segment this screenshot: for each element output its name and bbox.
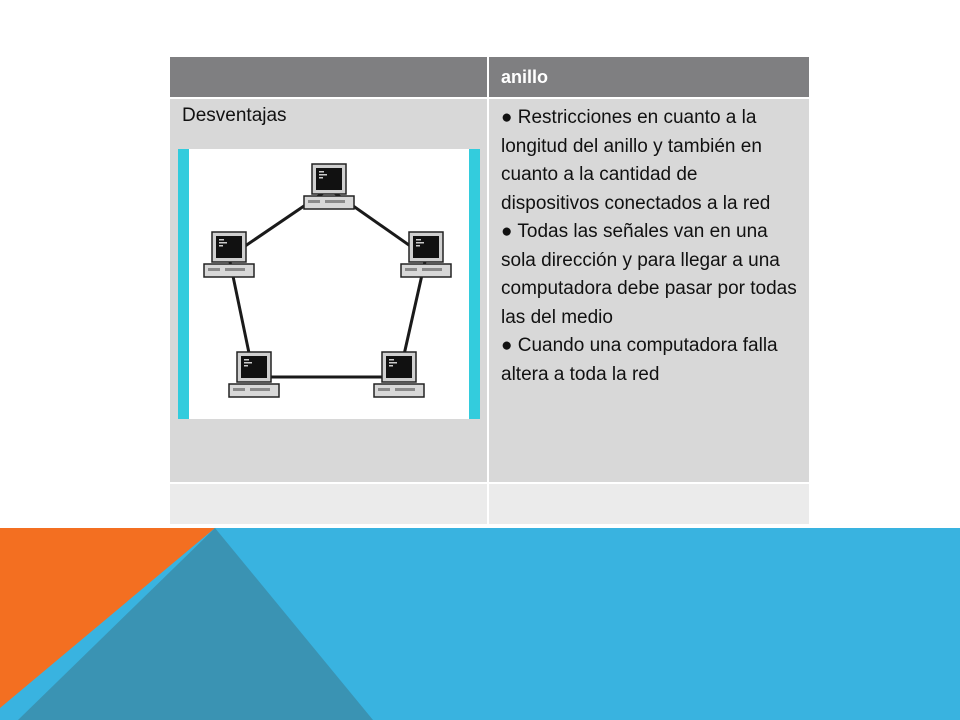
bullet-list-cell (489, 99, 809, 484)
computer-icon (374, 352, 424, 397)
computer-icon (204, 232, 254, 277)
computer-icon (304, 164, 354, 209)
bullet-item: ● Restricciones en cuanto a la longitud del anillo y también en cuanto a la cantidad de dispositivos conectados a la red (501, 107, 771, 214)
row-label: Desventajas (182, 105, 287, 126)
ring-network-diagram (178, 149, 480, 419)
bullet-item: ● Cuando una computadora falla altera a toda la red (501, 335, 778, 385)
ring-network-svg (189, 149, 469, 419)
table-empty-row (170, 484, 809, 524)
computer-icon (229, 352, 279, 397)
bullet-item: ● Todas las señales van en una sola dirección y para llegar a una computadora debe pasar por todas las del medio (501, 221, 797, 328)
table-header-row (170, 57, 809, 99)
empty-cell (170, 484, 489, 524)
bottom-decoration (0, 528, 960, 720)
header-cell-anillo: anillo (489, 57, 809, 99)
empty-cell (489, 484, 809, 524)
computer-icon (401, 232, 451, 277)
header-cell-empty (170, 57, 489, 99)
